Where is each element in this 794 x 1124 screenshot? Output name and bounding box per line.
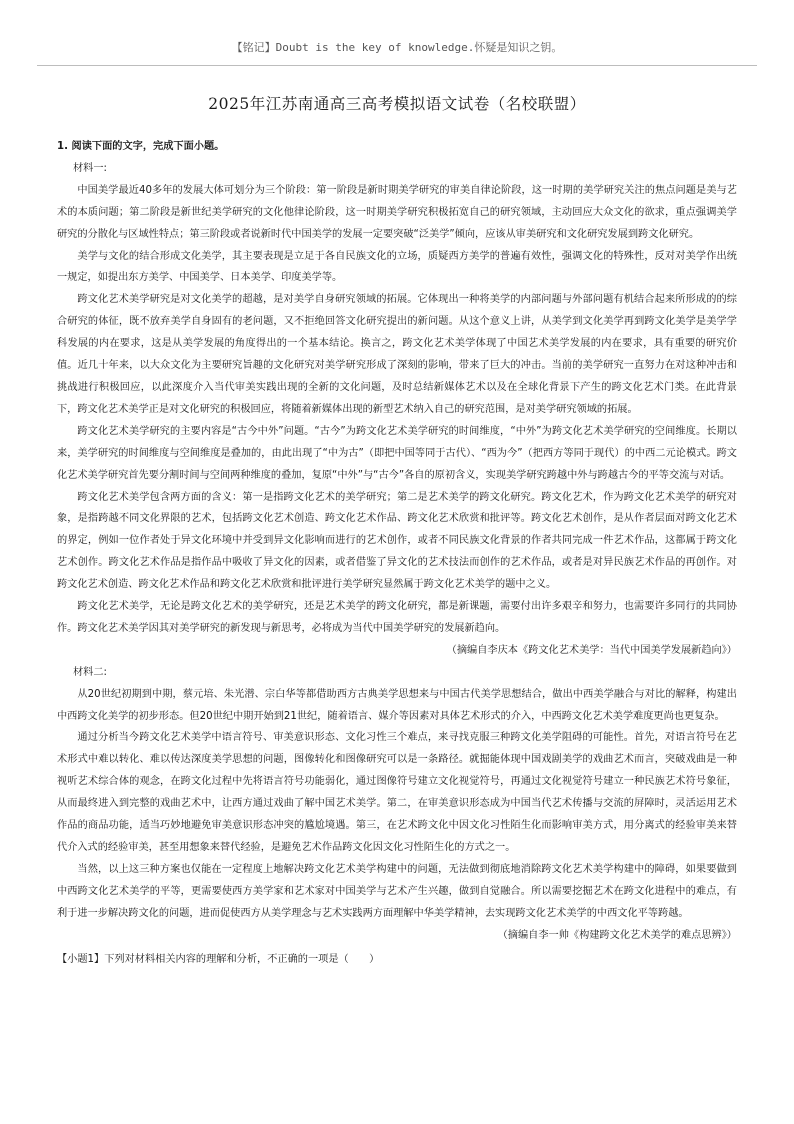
header-motto: 【铭记】Doubt is the key of knowledge.怀疑是知识之钥。 — [231, 41, 563, 54]
material1-label: 材料一: — [73, 162, 107, 174]
material2-label: 材料二: — [73, 666, 107, 678]
material2-paragraph-1: 从20世纪初期到中期，蔡元培、朱光潜、宗白华等都借助西方古典美学思想来与中国古代美学思想结合，做出中西美学融合与对比的解释，构建出中西跨文化美学的初步形态。但20世纪中期开始到21世纪，随着语言、媒介等因素对具体艺术形式的介入，中西跨文化艺术美学难度更尚也更复杂。 — [57, 688, 737, 722]
material1-paragraph-3: 跨文化艺术美学研究是对文化美学的超越，是对美学自身研究领域的拓展。它体现出一种将美学的内部问题与外部问题有机结合起来所形成的的综合研究的体征，既不放弃美学自身固有的老问题，又不拒绝回答文化研究提出的新问题。从这个意义上讲，从美学到文化美学再到跨文化美学是美学学科发展的内在要求，这是从美学发展的角度得出的一个基本结论。换言之，跨文化艺术美学体现了中国艺术美学发展的内在要求，具有重要的研究价值。近几十年来，以大众文化为主要研究旨趣的文化研究对美学研究形成了深刻的影响，带来了巨大的冲击。当前的美学研究一直努力在对这种冲击和挑战进行积极回应，以此深度介入当代审美实践出现的全新的文化问题，及时总结新媒体艺术以及在全球化背景下产生的跨文化艺术门类。在此背景下，跨文化艺术美学正是对文化研究的积极回应，将随着新媒体出现的新型艺术纳入自己的研究范围，是对美学研究领域的拓展。 — [57, 294, 737, 415]
material1-paragraph-6: 跨文化艺术美学，无论是跨文化艺术的美学研究，还是艺术美学的跨文化研究，都是新课题，需要付出许多艰辛和努力，也需要许多同行的共同协作。跨文化艺术美学因其对美学研究的新发现与新思考，必将成为当代中国美学研究的发展新趋向。 — [57, 601, 737, 634]
material1-paragraph-4: 跨文化艺术美学研究的主要内容是“古今中外”问题。“古今”为跨文化艺术美学研究的时间维度，“中外”为跨文化艺术美学研究的空间维度。长期以来，美学研究的时间维度与空间维度是叠加的，由此出现了“中为古”（即把中国等同于古代）、“西为今”（把西方等同于现代）的中西二元论模式。跨文化艺术美学研究首先要分割时间与空间两种维度的叠加，复原“中外”与“古今”各自的原初含义，实现美学研究跨越中外与跨越古今的平等交流与对话。 — [57, 425, 737, 481]
material2-paragraph-2: 通过分析当今跨文化艺术美学中语言符号、审美意识形态、文化习性三个难点，来寻找克服三种跨文化美学阻碍的可能性。首先，对语言符号在艺术形式中难以转化、难以传达深度美学思想的问题，图像转化和图像研究可以是一条路径。就掘能体现中国戏剧美学的戏曲艺术而言，突破戏曲是一种视听艺术综合体的观念，在跨文化过程中先将语言符号功能弱化，通过图像符号建立文化视觉符号，再通过文化视觉符号建立一种民族艺术符号象征，从而最终进入到完整的戏曲艺术中，让西方通过戏曲了解中国艺术美学。第二，在审美意识形态成为中国当代艺术传播与交流的屏障时，灵活运用艺术作品的商品功能，适当巧妙地避免审美意识形态冲突的尴尬境遇。第三，在艺术跨文化中因文化习性陌生化而影响审美方式，用分离式的经验审美来替代介入式的经验审美，甚至用想象来替代经验，是避免艺术作品跨文化因文化习性陌生化的方式之一。 — [57, 732, 737, 853]
sub-question-1: 【小题1】下列对材料相关内容的理解和分析，不正确的一项是（ ） — [57, 953, 380, 965]
header-divider — [37, 65, 757, 66]
document-title: 2025年江苏南通高三高考模拟语文试卷（名校联盟） — [208, 95, 586, 113]
material1-paragraph-1: 中国美学最近40多年的发展大体可划分为三个阶段：第一阶段是新时期美学研究的审美自律论阶段，这一时期的美学研究关注的焦点问题是美与艺术的本质问题；第二阶段是新世纪美学研究的文化他律论阶段，这一时期美学研究积极拓宽自己的研究领域，主动回应大众文化的欲求，重点强调美学研究的分散化与区域性特点；第三阶段或者说新时代中国美学的发展一定要突破“泛美学”倾向，应该从审美研究和文化研究发展到跨文化研究。 — [57, 184, 737, 240]
material1-paragraph-2: 美学与文化的结合形成文化美学，其主要表现是立足于各自民族文化的立场，质疑西方美学的普遍有效性，强调文化的特殊性，反对对美学作出统一规定，如提出东方美学、中国美学、日本美学、印度美学等。 — [57, 250, 737, 284]
document-body — [57, 136, 737, 970]
material1-paragraph-5: 跨文化艺术美学包含两方面的含义：第一是指跨文化艺术的美学研究；第二是艺术美学的跨文化研究。跨文化艺术，作为跨文化艺术美学的研究对象，是指跨越不同文化界限的艺术，包括跨文化艺术创造、跨文化艺术作品、跨文化艺术欣赏和批评等。跨文化艺术创作，是从作者层面对跨文化艺术的界定，例如一位作者处于异文化环境中并受到异文化影响而进行的艺术创作，或者不同民族文化背景的作者共同完成一件艺术作品，这都属于跨文化艺术创作。跨文化艺术作品是指作品中吸收了异文化的因素，或者借鉴了异文化的艺术技法而创作的艺术作品，或者是对异民族艺术作品的再创作。对跨文化艺术创造、跨文化艺术作品和跨文化艺术欣赏和批评进行美学研究显然属于跨文化艺术美学的题中之义。 — [57, 491, 737, 591]
question-title: 1. 阅读下面的文字，完成下面小题。 — [57, 141, 225, 152]
material2-source: （摘编自李一帅《构建跨文化艺术美学的难点思辨》） — [497, 929, 737, 941]
material2-paragraph-3: 当然，以上这三种方案也仅能在一定程度上地解决跨文化艺术美学构建中的问题，无法做到彻底地消除跨文化艺术美学构建中的障碍，如果要做到中西跨文化艺术美学的平等，更需要使西方美学家和艺术家对中国美学与艺术产生兴趣，做到自觉融合。所以需要挖掘艺术在跨文化进程中的难点，有利于进一步解决跨文化的问题，进而促使西方从美学理念与艺术实践两方面理解中华美学精神，去实现跨文化艺术美学的中西文化平等跨越。 — [57, 863, 737, 919]
material1-source: （摘编自李庆本《跨文化艺术美学：当代中国美学发展新趋向》） — [446, 644, 737, 656]
